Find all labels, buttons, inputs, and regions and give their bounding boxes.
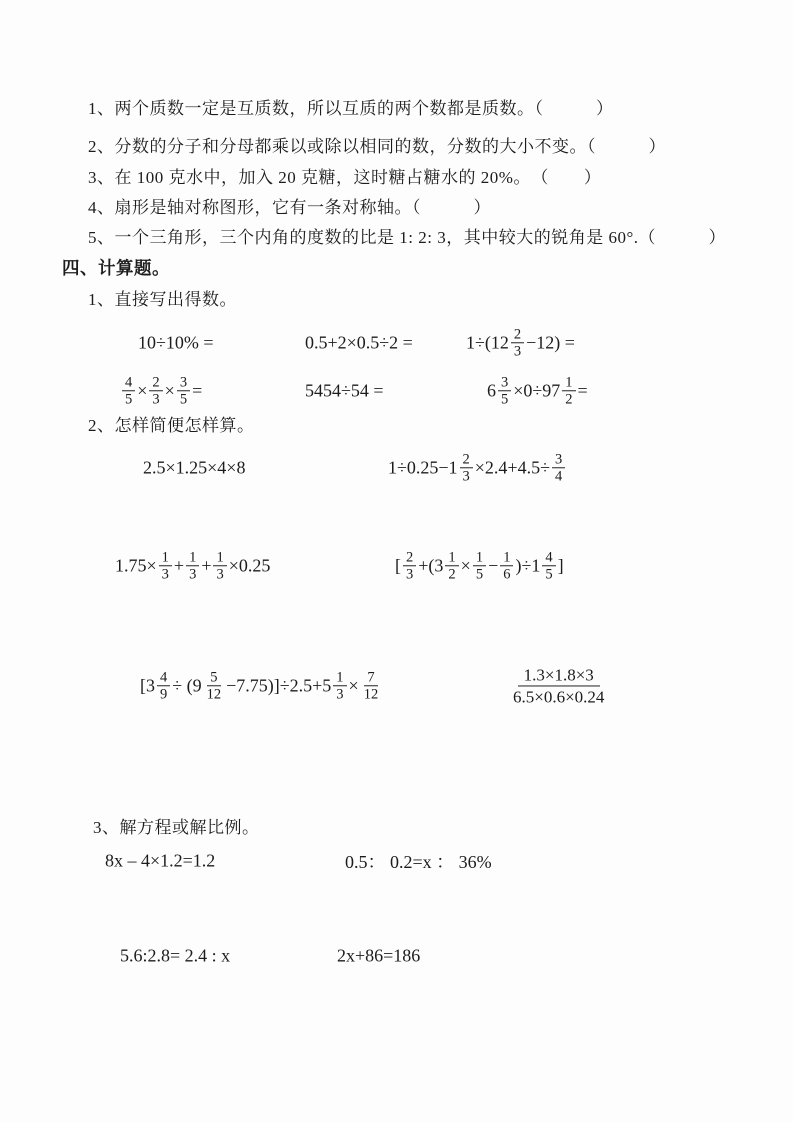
simplify-expr-5: [3 $\frac{4}{9}$ ÷ (9 $\frac{5}{12}$ −7.75)]÷2.5+5 $\frac{1}{3}$ × $\frac{7}{12}$ [140, 669, 379, 703]
equation-expr-1: 8x – 4×1.2=1.2 [105, 850, 216, 871]
equation-expr-3: 5.6:2.8= 2.4 : x [120, 945, 231, 966]
part3-title: 3、解方程或解比例。 [93, 818, 260, 837]
judge-item-4: 4、扇形是轴对称图形，它有一条对称轴。（ ） [88, 198, 491, 217]
simplify-expr-2: 1÷0.25−1 $\frac{2}{3}$ ×2.4+4.5÷ $\frac{3}{4}$ [388, 451, 567, 484]
simplify-expr-4: [ $\frac{2}{3}$ +(3 $\frac{1}{2}$ × $\frac{1}{5}$ − $\frac{1}{6}$ )÷1 $\frac{4}{5}$ ] [395, 549, 564, 583]
section-four-heading: 四、计算题。 [62, 258, 170, 278]
simplify-expr-3: 1.75× $\frac{1}{3}$ + $\frac{1}{3}$ + $\frac{1}{3}$ ×0.25 [115, 549, 271, 583]
part1-title: 1、直接写出得数。 [88, 290, 237, 309]
simplify-expr-6: $\frac{1.3\times 1.8\times 3}{6.5\times 0.6\times 0.24}$ [513, 665, 605, 707]
quick-calc-expr-2: 0.5+2×0.5÷2 = [305, 332, 413, 353]
quick-calc-expr-3: 1÷(12 $\frac{2}{3}$ −12) = [466, 326, 575, 360]
equation-expr-4: 2x+86=186 [337, 945, 421, 966]
simplify-expr-1: 2.5×1.25×4×8 [143, 457, 246, 478]
part2-title: 2、怎样简便怎样算。 [88, 416, 255, 435]
judge-item-2: 2、分数的分子和分母都乘以或除以相同的数，分数的大小不变。（ ） [88, 137, 666, 156]
quick-calc-expr-6: 6 $\frac{3}{5}$ ×0÷97 $\frac{1}{2}$ = [487, 374, 588, 408]
quick-calc-expr-4: $\frac{4}{5}$ × $\frac{2}{3}$ × $\frac{3}{5}$ = [120, 374, 202, 407]
judge-item-3: 3、在 100 克水中，加入 20 克糖，这时糖占糖水的 20%。 （ ） [88, 168, 602, 187]
quick-calc-expr-5: 5454÷54 = [305, 380, 384, 401]
quick-calc-expr-1: 10÷10% = [138, 332, 214, 353]
equation-expr-2: 0.5： 0.2=x ： 36% [345, 852, 492, 872]
judge-item-1: 1、两个质数一定是互质数，所以互质的两个数都是质数。（ ） [88, 99, 614, 118]
judge-item-5: 5、一个三角形，三个内角的度数的比是 1: 2: 3，其中较大的锐角是 60°.（ ） [88, 228, 726, 247]
